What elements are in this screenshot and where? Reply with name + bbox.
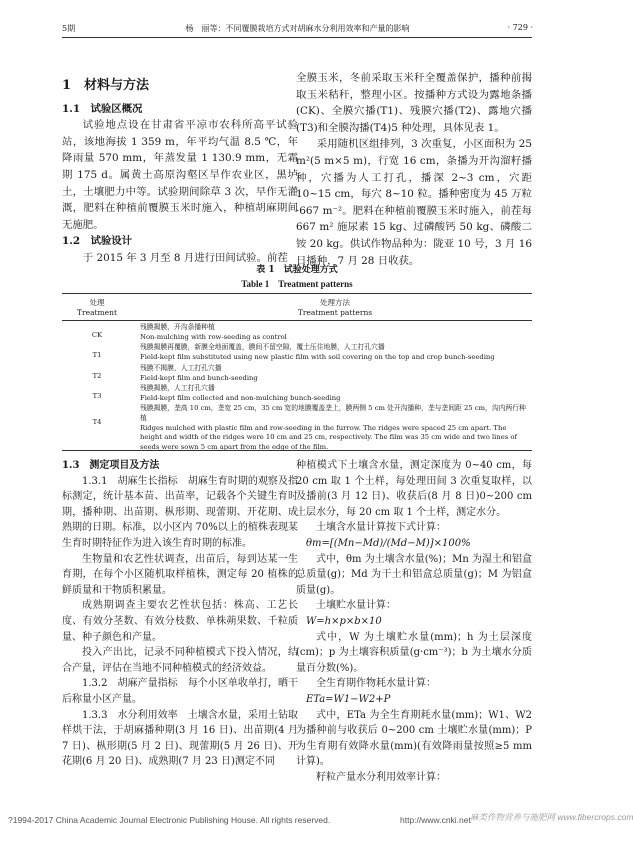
paragraph-1-3-2: 1.3.2 胡麻产量指标 每个小区单收单打，晒干后称量小区产量。 bbox=[62, 678, 298, 705]
table-title-cn: 表 1 试验处理方式 bbox=[256, 265, 338, 275]
paragraph-1-3-1-b: 生物量和农艺性状调查，出苗后，每到达某一生育期，在每个小区随机取样植株，测定每 20 植株的鲜质量和干物质积累量。 bbox=[62, 553, 298, 596]
table-header-pattern: 处理方法 Treatment patterns bbox=[297, 298, 373, 317]
subsection-1-2-title: 1.2 试验设计 bbox=[62, 235, 133, 248]
left-column-top bbox=[62, 70, 298, 267]
header-rule bbox=[62, 37, 532, 38]
right-paragraph-4: 土壤贮水量计算： bbox=[316, 600, 396, 612]
equation-evapotranspiration: ETa=W1−W2+P bbox=[306, 693, 391, 705]
section-title: 1 材料与方法 bbox=[62, 78, 150, 93]
right-paragraph-6: 全生育期作物耗水量计算： bbox=[316, 678, 436, 690]
cnki-link[interactable]: http://www.cnki.net bbox=[400, 815, 471, 825]
right-top-paragraph-1: 全膜玉米，冬前采取玉米秆全覆盖保护，播种前揭取玉米秸秆，整理小区。按播种方式设为露地条播(CK)、全膜穴播(T1)、残膜穴播(T2)、露地穴播(T3)和全膜沟播(T4)5 种处理，具体见表 1。 bbox=[296, 72, 532, 134]
equation-soil-moisture: θm=[(Mn−Md)/(Md−M)]×100% bbox=[306, 537, 471, 549]
paragraph-1-3-1-c: 成熟期调查主要农艺性状包括：株高、工艺长度、有效分茎数、有效分枝数、单株蒴果数、千粒质量、种子颜色和产量。 bbox=[62, 600, 298, 643]
table-header-treatment: 处理 Treatment bbox=[77, 298, 117, 317]
paragraph-1-3-1: 1.3.1 胡麻生长指标 胡麻生育时期的观察及指标测定，统计基本苗、出苗率，记载各个关键生育时期，播种期、出苗期、枞形期、现蕾期、开花期、成熟期的日期。标准，以小区内 70%以上的植株表现某生育时期特征作为进入该生育时期的标准。 bbox=[62, 475, 298, 549]
running-title: 杨 丽等：不同覆膜栽培方式对胡麻水分利用效率和产量的影响 bbox=[185, 24, 410, 33]
table-top-rule bbox=[62, 293, 532, 294]
right-paragraph-3: 式中，θm 为土壤含水量(%)；Mn 为湿土和铝盒总质量(g)；Md 为干土和铝盒总质量(g)；M 为铝盒质量(g)。 bbox=[296, 553, 532, 596]
subsection-1-3-title: 1.3 测定项目及方法 bbox=[62, 460, 160, 471]
right-paragraph-5: 式中，W 为土壤贮水量(mm)；h 为土层深度(cm)；p 为土壤容积质量(g·cm⁻³)；b 为土壤水分质量百分数(%)。 bbox=[296, 631, 532, 674]
right-paragraph-1: 种植模式下土壤含水量，测定深度为 0~40 cm，每 20 cm 取 1 个土样，每处理田间 3 次重复取样，以及播前(3 月 12 日)、收获后(8 月 8 日)0~200 cm 土层水分，每 20 cm 取 1 个土样，测定水分。 bbox=[296, 460, 532, 518]
table-header-rule bbox=[62, 320, 532, 321]
page-number: · 729 · bbox=[507, 23, 533, 32]
left-column-bottom bbox=[62, 458, 298, 770]
paragraph-1-3-3: 1.3.3 水分利用效率 土壤含水量，采用土钻取样烘干法，于胡麻播种期(3 月 16 日)、出苗期(4 月 7 日)、枞形期(5 月 2 日)、现蕾期(5 月 26 日)、开花期(6 月 20 日)、成熟期(7 月 23 日)测定不同 bbox=[62, 709, 298, 768]
journal-page: 5期 杨 丽等：不同覆膜栽培方式对胡麻水分利用效率和产量的影响 · 729 · 1 材料与方法 1.1 试验区概况 试验地点设在甘肃省平凉市农科所高平试验站，该地海拔 1 359 m，年平均气温 8.5 ℃，年降雨量 570 mm，年蒸发量 1 130.9 mm，无霜期 175 d。属黄土高原沟壑区旱作农业区，黑垆土，土壤肥力中等。试验期间除草 3 次，早作无灌溉，肥料在种植前覆膜玉米时施入，种植胡麻期间无施肥。 1.2 试验设计 于 2015 年 3 月至 8 月进行田间试验。前茬 全膜玉米，冬前采取玉米秆全覆盖保护，播种前揭取玉米秸秆，整理小区。按播种方式设为露地条播(CK)、全膜穴播(T1)、残膜穴播(T2)、露地穴播(T3)和全膜沟播(T4)5 种处理，具体见表 1。 采用随机区组排列，3 次重复，小区面积为 25 m²(5 m×5 m)，行宽 16 cm，条播为开沟溜籽播种，穴播为人工打孔，播深 2~3 cm，穴距 10~15 cm，每穴 8~10 粒。播种密度为 45 万粒·667 m⁻²。肥料在种植前覆膜玉米时施入，前茬每 667 m² 施尿素 15 kg、过磷酸钙 50 kg、磷酸二铵 20 kg。供试作物品种为：陇亚 10 号，3 月 16 日播种，7 月 28 日收获。 表 1 试验处理方式 Table 1 Treatment patterns 处理 Treatment 处理方法 Treatment patterns CK 残膜揭膜，开沟条播种植 Non-mulching with row-seeding as control T1 残膜揭膜再覆膜，新膜全地面覆盖，膜间不留空隙，覆土压住地膜，人工打孔穴播 Field-kept film substituted using new plastic film with soil covering on the top and crop bunch-seeding T2 残膜不揭膜，人工打孔穴播 Field-kept film and bunch-seeding T3 残膜揭膜，人工打孔穴播 Field-kept film collected and non-mulching bunch-seeding T4 残膜揭膜，垄高 10 cm，垄宽 25 cm，35 cm 宽的地膜覆盖垄上，膜两侧 5 cm 处开沟播种，垄与垄间距 25 cm，沟内两行种植 Ridges mulched with plastic film and row-seeding in the furrow. The ridges were spaced 25 cm apart. The height and width of the ridges were 10 cm and 25 cm, respectively. The film was 35 cm wide and two lines of seeds were sown 5 cm apart from the edge of the film. 1.3 测定项目及方法 1.3.1 胡麻生长指标 胡麻生育时期的观察及指标测定，统计基本苗、出苗率，记载各个关键生育时期，播种期、出苗期、枞形期、现蕾期、开花期、成熟期的日期。标准，以小区内 70%以上的植株表现某生育时期特征作为进入该生育时期的标准。 生物量和农艺性状调查，出苗后，每到达某一生育期，在每个小区随机取样植株，测定每 20 植株的鲜质量和干物质积累量。 成熟期调查主要农艺性状包括：株高、工艺长度、有效分茎数、有效分枝数、单株蒴果数、千粒质量、种子颜色和产量。 投入产出比，记录不同种植模式下投入情况，结合产量，评估在当地不同种植模式的经济效益。 1.3.2 胡麻产量指标 每个小区单收单打，晒干后称量小区产量。 1.3.3 水分利用效率 土壤含水量，采用土钻取样烘干法，于胡麻播种期(3 月 16 日)、出苗期(4 月 7 日)、枞形期(5 月 2 日)、现蕾期(5 月 26 日)、开花期(6 月 20 日)、成熟期(7 月 23 日)测定不同 种植模式下土壤含水量，测定深度为 0~40 cm，每 20 cm 取 1 个土样，每处理田间 3 次重复取样，以及播前(3 月 12 日)、收获后(8 月 8 日)0~200 cm 土层水分，每 20 cm 取 1 个土样，测定水分。 土壤含水量计算按下式计算： θm=[(Mn−Md)/(Md−M)]×100% 式中，θm 为土壤含水量(%)；Mn 为湿土和铝盒总质量(g)；Md 为干土和铝盒总质量(g)；M 为铝盒质量(g)。 土壤贮水量计算： W=h×p×b×10 式中，W 为土壤贮水量(mm)；h 为土层深度(cm)；p 为土壤容积质量(g·cm⁻³)；b 为土壤水分质量百分数(%)。 全生育期作物耗水量计算： ETa=W1−W2+P 式中，ETa 为全生育期耗水量(mm)；W1、W2 为播种前与收获后 0~200 cm 土壤贮水量(mm)；P 为生育期有效降水量(mm)(有效降雨量按照≥5 mm 计算)。 籽粒产量水分利用效率计算： ?1994-2017 China Academic Journal Electronic Publishing House. All rights reserved. http://www.cnki.net 麻类作物营养与施肥网 www.fibercrops.com bbox=[0, 0, 595, 842]
right-paragraph-8: 籽粒产量水分利用效率计算： bbox=[316, 771, 446, 783]
subsection-1-1-text: 试验地点设在甘肃省平凉市农科所高平试验站，该地海拔 1 359 m，年平均气温 8.5 ℃，年降雨量 570 mm，年蒸发量 1 130.9 mm，无霜期 175 d。属黄土高原沟壑区旱作农业区，黑垆土，土壤肥力中等。试验期间除草 3 次，早作无灌溉，肥料在种植前覆膜玉米时施入，种植胡麻期间无施肥。 bbox=[62, 119, 298, 231]
subsection-1-1-title: 1.1 试验区概况 bbox=[62, 102, 143, 115]
table-title-en: Table 1 Treatment patterns bbox=[241, 279, 353, 289]
right-column-bottom bbox=[296, 458, 532, 785]
watermark: 麻类作物营养与施肥网 www.fibercrops.com bbox=[470, 812, 633, 822]
paragraph-1-3-1-d: 投入产出比，记录不同种植模式下投入情况，结合产量，评估在当地不同种植模式的经济效益。 bbox=[62, 647, 298, 674]
subsection-1-2-text: 于 2015 年 3 月至 8 月进行田间试验。前茬 bbox=[82, 251, 288, 264]
table-bottom-rule bbox=[62, 450, 532, 451]
right-column-top bbox=[296, 70, 532, 269]
right-paragraph-2: 土壤含水量计算按下式计算： bbox=[316, 522, 446, 534]
equation-water-storage: W=h×p×b×10 bbox=[306, 615, 382, 627]
right-paragraph-7: 式中，ETa 为全生育期耗水量(mm)；W1、W2 为播种前与收获后 0~200 cm 土壤贮水量(mm)；P 为生育期有效降水量(mm)(有效降雨量按照≥5 mm 计算)。 bbox=[296, 709, 532, 768]
issue-label: 5期 bbox=[62, 24, 76, 33]
right-top-paragraph-2: 采用随机区组排列，3 次重复，小区面积为 25 m²(5 m×5 m)，行宽 16 cm，条播为开沟溜籽播种，穴播为人工打孔，播深 2~3 cm，穴距 10~15 cm，每穴 8~10 粒。播种密度为 45 万粒·667 m⁻²。肥料在种植前覆膜玉米时施入，前茬每 667 m² 施尿素 15 kg、过磷酸钙 50 kg、磷酸二铵 20 kg。供试作物品种为：陇亚 10 号，3 月 16 日播种，7 月 28 日收获。 bbox=[296, 138, 532, 267]
copyright-text: ?1994-2017 China Academic Journal Electronic Publishing House. All rights reserved. bbox=[8, 815, 331, 825]
